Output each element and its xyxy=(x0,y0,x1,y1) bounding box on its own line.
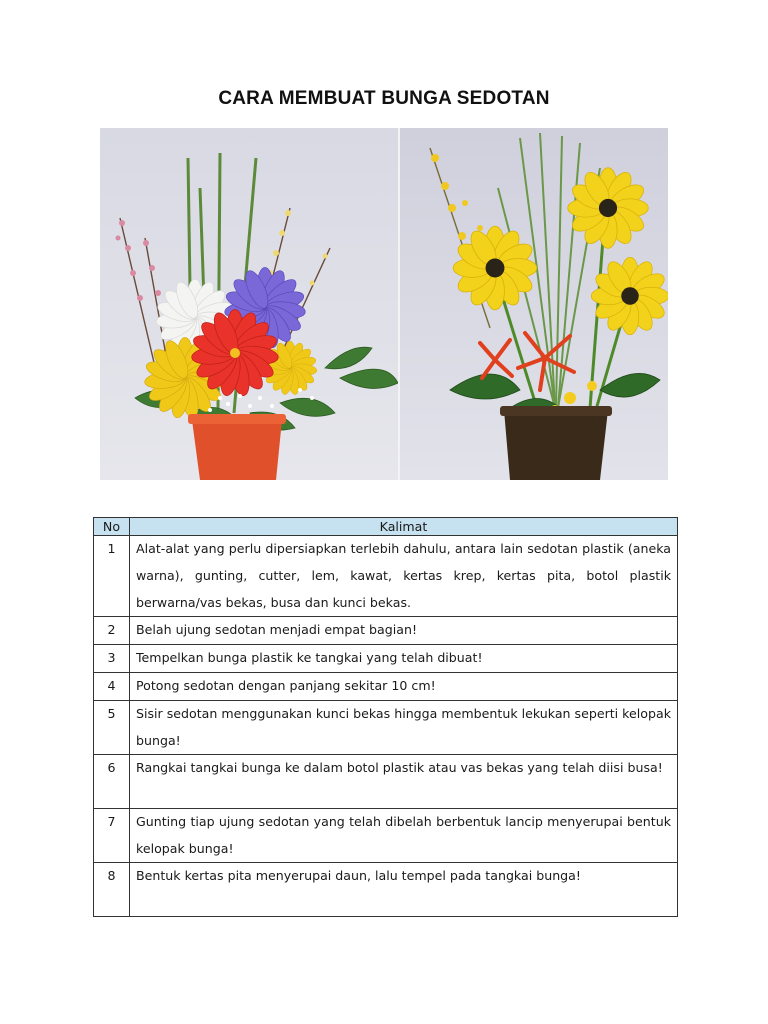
table-row xyxy=(94,536,678,617)
table-row xyxy=(94,863,678,917)
row-text: Tempelkan bunga plastik ke tangkai yang telah dibuat! xyxy=(130,645,678,673)
table-row xyxy=(94,755,678,809)
row-number: 1 xyxy=(94,536,130,617)
row-text: Bentuk kertas pita menyerupai daun, lalu tempel pada tangkai bunga! xyxy=(130,863,678,917)
row-number: 2 xyxy=(94,617,130,645)
page-title: CARA MEMBUAT BUNGA SEDOTAN xyxy=(218,88,550,109)
row-number: 8 xyxy=(94,863,130,917)
table-header-row xyxy=(94,518,678,536)
table-row xyxy=(94,701,678,755)
row-text: Belah ujung sedotan menjadi empat bagian! xyxy=(130,617,678,645)
table-row xyxy=(94,617,678,645)
row-text: Potong sedotan dengan panjang sekitar 10 cm! xyxy=(130,673,678,701)
table-row xyxy=(94,673,678,701)
header-no: No xyxy=(94,518,130,536)
row-number: 5 xyxy=(94,701,130,755)
left-arrangement-photo xyxy=(100,128,398,480)
flower-photos xyxy=(100,128,668,480)
row-number: 7 xyxy=(94,809,130,863)
header-kalimat: Kalimat xyxy=(130,518,678,536)
row-text: Sisir sedotan menggunakan kunci bekas hingga membentuk lekukan seperti kelopak bunga! xyxy=(130,701,678,755)
row-number: 6 xyxy=(94,755,130,809)
table-row xyxy=(94,809,678,863)
row-text: Gunting tiap ujung sedotan yang telah dibelah berbentuk lancip menyerupai bentuk kelopak bunga! xyxy=(130,809,678,863)
table-row xyxy=(94,645,678,673)
right-arrangement-photo xyxy=(400,128,668,480)
row-text: Alat-alat yang perlu dipersiapkan terlebih dahulu, antara lain sedotan plastik (aneka warna), gunting, cutter, lem, kawat, kertas krep, kertas pita, botol plastik berwarna/vas bekas, busa dan kunci bekas. xyxy=(130,536,678,617)
row-number: 3 xyxy=(94,645,130,673)
row-text: Rangkai tangkai bunga ke dalam botol plastik atau vas bekas yang telah diisi busa! xyxy=(130,755,678,809)
row-number: 4 xyxy=(94,673,130,701)
steps-table xyxy=(93,517,678,917)
